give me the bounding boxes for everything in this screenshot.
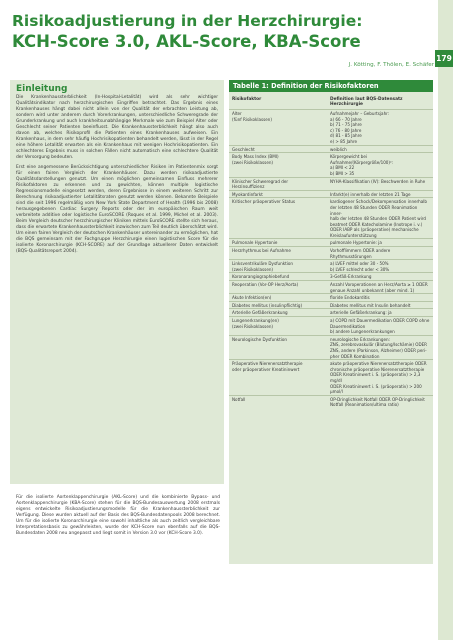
risk-factor-line: Reoperation (Vor-OP Herz/Aorta) — [232, 282, 299, 288]
table-row — [229, 198, 433, 239]
risk-factor-cell — [229, 247, 327, 260]
risk-factor-cell — [229, 198, 327, 239]
definition-line: halb der letzten 48 Stunden ODER Patient wird — [330, 216, 426, 222]
definition-line: b) BMI > 35 — [330, 170, 355, 176]
risk-factor-table-box — [229, 80, 433, 564]
definition-line: a) LVEF mittel oder 30 - 50% — [330, 261, 389, 267]
definition-line: ZNS, zerebrovaskulär (Blutung/Ischämie) ODER — [330, 342, 428, 348]
column-header-definition: Definition laut BQS-Datensatz Herzchirurgie — [330, 97, 403, 107]
page-number: 179 — [435, 50, 453, 67]
definition-line: Anzahl Voroperationen an Herz/Aorta ≥ 1 ODER — [330, 282, 428, 288]
table-row — [229, 247, 433, 260]
risk-factor-cell — [229, 190, 327, 198]
risk-factor-line: Pulmonale Hypertonie — [232, 240, 278, 246]
risk-factor-line: (fünf Risikoklassen) — [232, 116, 272, 122]
table-row — [229, 317, 433, 336]
risk-factor-line: Herzinsuffizienz — [232, 184, 265, 190]
risk-factor-line: (zwei Risikoklassen) — [232, 323, 274, 329]
page-side-bar — [438, 0, 453, 640]
table-body — [229, 110, 433, 408]
definition-cell — [327, 153, 433, 177]
definition-line: Notfall (Reanimation/ultima ratio) — [330, 402, 399, 408]
table-row — [229, 395, 433, 408]
table-row — [229, 145, 433, 153]
risk-factor-cell — [229, 395, 327, 408]
risk-factor-cell — [229, 273, 327, 281]
risk-factor-line: Geschlecht — [232, 146, 255, 152]
definition-line: weiblich — [330, 146, 347, 152]
risk-factor-line: Diabetes mellitus (insulinpflichtig) — [232, 302, 303, 308]
risk-factor-cell — [229, 360, 327, 396]
definition-line: a) BMI < 22 — [330, 165, 355, 171]
risk-factor-cell — [229, 239, 327, 247]
risk-factor-line: Alter — [232, 111, 242, 116]
definition-cell — [327, 395, 433, 408]
definition-line: kardiogener Schock/Dekompensation innerhalb — [330, 199, 428, 205]
definition-cell — [327, 110, 433, 146]
title-line-2: KCH-Score 3.0, AKL-Score, KBA-Score — [12, 32, 361, 51]
definition-cell — [327, 301, 433, 309]
table-row — [229, 301, 433, 309]
definition-cell — [327, 309, 433, 317]
risk-factor-table — [229, 96, 433, 408]
definition-cell — [327, 335, 433, 359]
risk-factor-line: Body Mass Index (BMI) — [232, 154, 279, 160]
risk-factor-line: Lungenerkrankung(en) — [232, 318, 279, 323]
definition-line: a) 66 - 70 Jahre — [330, 116, 362, 122]
introduction-text — [16, 95, 218, 255]
risk-factor-line: Koronarangiographiebefund — [232, 274, 290, 280]
definition-line: Körpergewicht bei Aufnahme/(Körpergröße/100)²: — [330, 154, 394, 165]
risk-factor-cell — [229, 110, 327, 146]
lower-paragraph: Für die isolierte Aortenklappenchirurgie (AKL-Score) und die kombinierte Bypass- und Aortenklappenchirurgie (KBA-Score) stehen für die BQS-Bundesauswertung 2008 erstmals eigens entwickelte Risikoadjustierungsmodelle für die Krankenhaussterblichkeit zur Verfügung. Diese wurden aktuell auf der Basis des BQS-Bundesdatenpools 2008 berechnet. Um für die isolierte Koronarchirurgie eine sowohl inhaltliche als auch zeitlich vergleichbare Interpretationsbasis zu gewährleisten, wurde der KCH-Score nun ebenfalls auf die BQS-Bundesdaten 2008 neu angepasst und liegt somit in Version 3.0 vor (KCH-Score 3.0). — [16, 495, 220, 537]
definition-line: d) 81 - 85 Jahre — [330, 133, 362, 139]
definition-line: Dauermedikation — [330, 323, 366, 329]
risk-factor-line: Linksventrikuläre Dysfunktion — [232, 261, 293, 267]
definition-line: der letzten 48 Stunden ODER Reanimation inner- — [330, 204, 418, 216]
definition-line: ODER Kreatininwert i. S. (präoperativ) > 200 µmol/l — [330, 383, 422, 395]
table-row — [229, 294, 433, 302]
paragraph: Die Krankenhaussterblichkeit (In-Hospital-Letalität) wird als sehr wichtiger Qualitätsindikator nach herzchirurgischen Eingriffen betrachtet. Das Ergebnis eines Krankenhauses hängt dabei nicht allein von der Qualität der erbrachten Leistung ab, sondern wird unter anderem durch Vorerkrankungen, unterschiedliche Schweregrade der Grunderkrankung und auch krankheitsunabhängige Merkmale wie zum Beispiel Alter oder Geschlecht seiner Patienten beeinflusst. Die Krankenhaussterblichkeit hängt also auch davon ab, welches Risikoprofil die Patienten eines Krankenhauses aufweisen. Ein Krankenhaus, in dem sehr häufig Hochrisikopatienten behandelt werden, lässt in der Regel eine höhere Letalität erwarten als ein Krankenhaus mit wenigen Hochrisikopatienten. Ein schlechteres Ergebnis muss in solchen Fällen nicht automatisch eine schlechtere Qualität der Versorgung bedeuten. — [16, 95, 218, 161]
table-row — [229, 335, 433, 359]
risk-factor-line: Kritischer präoperativer Status — [232, 199, 296, 205]
definition-line: c) 76 - 80 Jahre — [330, 127, 362, 133]
definition-cell — [327, 190, 433, 198]
definition-line: Diabetes mellitus mit Insulin behandelt — [330, 302, 411, 308]
risk-factor-line: (zwei Risikoklassen) — [232, 159, 274, 165]
definition-line: floride Endokarditis — [330, 295, 370, 301]
risk-factor-line: Notfall — [232, 396, 246, 402]
definition-line: neurologische Erkrankungen: — [330, 336, 390, 342]
introduction-column — [10, 80, 224, 484]
definition-line: b) 71 - 75 Jahre — [330, 122, 362, 128]
definition-line: 3-Gefäß-Erkrankung — [330, 274, 372, 280]
risk-factor-line: oder präoperativer Kreatininwert — [232, 366, 300, 372]
definition-line: b) andere Lungenerkrankungen — [330, 329, 395, 335]
risk-factor-cell — [229, 294, 327, 302]
table-row — [229, 309, 433, 317]
definition-line: Kreislaufunterstützung — [330, 232, 377, 238]
definition-line: ODER IABP als (präoperative) mechanische — [330, 227, 419, 233]
risk-factor-line: Myokardinfarkt — [232, 191, 263, 197]
table-row — [229, 260, 433, 273]
table-row — [229, 153, 433, 177]
definition-cell — [327, 145, 433, 153]
definition-cell — [327, 239, 433, 247]
definition-cell — [327, 198, 433, 239]
definition-line: akute präoperative Nierenersatztherapie ODER — [330, 361, 427, 367]
table-row — [229, 281, 433, 294]
definition-cell — [327, 281, 433, 294]
column-header-risk-factor: Risikofaktor — [232, 97, 262, 102]
definition-line: beatmet ODER Katecholamine (Inotrope i. v.) — [330, 221, 423, 227]
risk-factor-cell — [229, 281, 327, 294]
definition-line: NYHA-Klassifikation (IV): Beschwerden in Ruhe — [330, 178, 426, 184]
definition-cell — [327, 177, 433, 190]
table-row — [229, 360, 433, 396]
risk-factor-cell — [229, 260, 327, 273]
page-title — [12, 12, 432, 52]
risk-factor-cell — [229, 177, 327, 190]
risk-factor-cell — [229, 153, 327, 177]
risk-factor-line: (zwei Risikoklassen) — [232, 266, 274, 272]
risk-factor-cell — [229, 309, 327, 317]
table-row — [229, 273, 433, 281]
definition-line: a) COPD mit Dauermedikation ODER COPD ohne — [330, 318, 430, 323]
definition-cell — [327, 247, 433, 260]
risk-factor-line: Neurologische Dysfunktion — [232, 336, 287, 342]
definition-line: pher ODER Kombination — [330, 353, 380, 359]
definition-line: ODER Kreatininwert i. S. (präoperativ) > 2,3 mg/dl — [330, 372, 421, 383]
table-row — [229, 177, 433, 190]
risk-factor-cell — [229, 335, 327, 359]
risk-factor-cell — [229, 145, 327, 153]
paragraph: Erst eine angemessene Berücksichtigung unterschiedlicher Risiken im Patientenmix sorgt für einen fairen Vergleich der Krankenhäuser. Dazu werden risikoadjustierte Qualitätsdarstellungen genutzt. Um einen möglichen gemeinsamen Einfluss mehrerer Risikofaktoren zu erkennen und zu gewichten, können multiple logistische Regressionsmodelle eingesetzt werden, deren Ergebnisse in einem weiteren Schritt zur Berechnung risikoadjustierter Letalitätsraten genutzt werden können. Bekannte Beispiele sind die seit 1996 regelmäßig vom New York State Department of Health (1996 bis 2008) herausgegebenen Cardiac Surgery Reports oder der im europäischen Raum weit verbreitete additive oder logistische EuroSCORE (Roques et al. 1999, Michel et al. 2003). Beim Vergleich deutscher herzchirurgischer Kliniken mittels EuroSCORE stellte sich heraus, dass die erwartete Krankenhaussterblichkeit inzwischen zum Teil deutlich überschätzt wird. Um einen fairen Vergleich der deutschen Krankenhäuser untereinander zu ermöglichen, hat die BQS gemeinsam mit der Fachgruppe Herzchirurgie einen logistischen Score für die isolierte Koronarchirurgie (KCH-SCORE) auf der Grundlage aktuellerer Daten entwickelt (BQS-Qualitätsreport 2004). — [16, 164, 218, 255]
table-row — [229, 190, 433, 198]
definition-cell — [327, 360, 433, 396]
definition-cell — [327, 317, 433, 336]
definition-line: chronische präoperative Nierenersatztherapie — [330, 366, 425, 372]
section-heading: Einleitung — [16, 84, 68, 94]
definition-line: OP-Dringlichkeit Notfall ODER OP-Dringlichkeit — [330, 396, 425, 402]
table-header-row — [229, 96, 433, 110]
definition-line: e) > 85 Jahre — [330, 138, 358, 144]
definition-line: b) LVEF schlecht oder < 30% — [330, 266, 390, 272]
definition-line: Infarkt(e) innerhalb der letzten 21 Tage — [330, 191, 411, 197]
authors: J. Kötting, F. Thölen, E. Schäfer — [348, 62, 434, 68]
definition-cell — [327, 260, 433, 273]
table-row — [229, 110, 433, 146]
definition-line: ZNS, andere (Parkinson, Alzheimer) ODER peri- — [330, 347, 427, 353]
definition-cell — [327, 294, 433, 302]
risk-factor-line: Arterielle Gefäßerkrankung — [232, 310, 288, 316]
table-row — [229, 239, 433, 247]
definition-line: genaue Anzahl unbekannt (aber mind. 1) — [330, 287, 415, 293]
definition-line: Vorhofflimmern ODER andere Rhythmusstörungen — [330, 248, 391, 259]
risk-factor-line: Herzrhythmus bei Aufnahme — [232, 248, 291, 254]
definition-line: Aufnahmejahr – Geburtsjahr: — [330, 111, 390, 116]
risk-factor-cell — [229, 301, 327, 309]
risk-factor-line: Akute Infektion(en) — [232, 295, 272, 301]
risk-factor-line: Klinischer Schweregrad der — [232, 178, 289, 184]
risk-factor-line: Präoperative Nierenersatztherapie — [232, 361, 303, 367]
risk-factor-cell — [229, 317, 327, 336]
title-line-1: Risikoadjustierung in der Herzchirurgie: — [12, 12, 363, 30]
definition-cell — [327, 273, 433, 281]
definition-line: arterielle Gefäßerkrankung: ja — [330, 310, 392, 316]
definition-line: pulmonale Hypertonie: ja — [330, 240, 382, 246]
table-title: Tabelle 1: Definition der Risikofaktoren — [229, 80, 433, 92]
